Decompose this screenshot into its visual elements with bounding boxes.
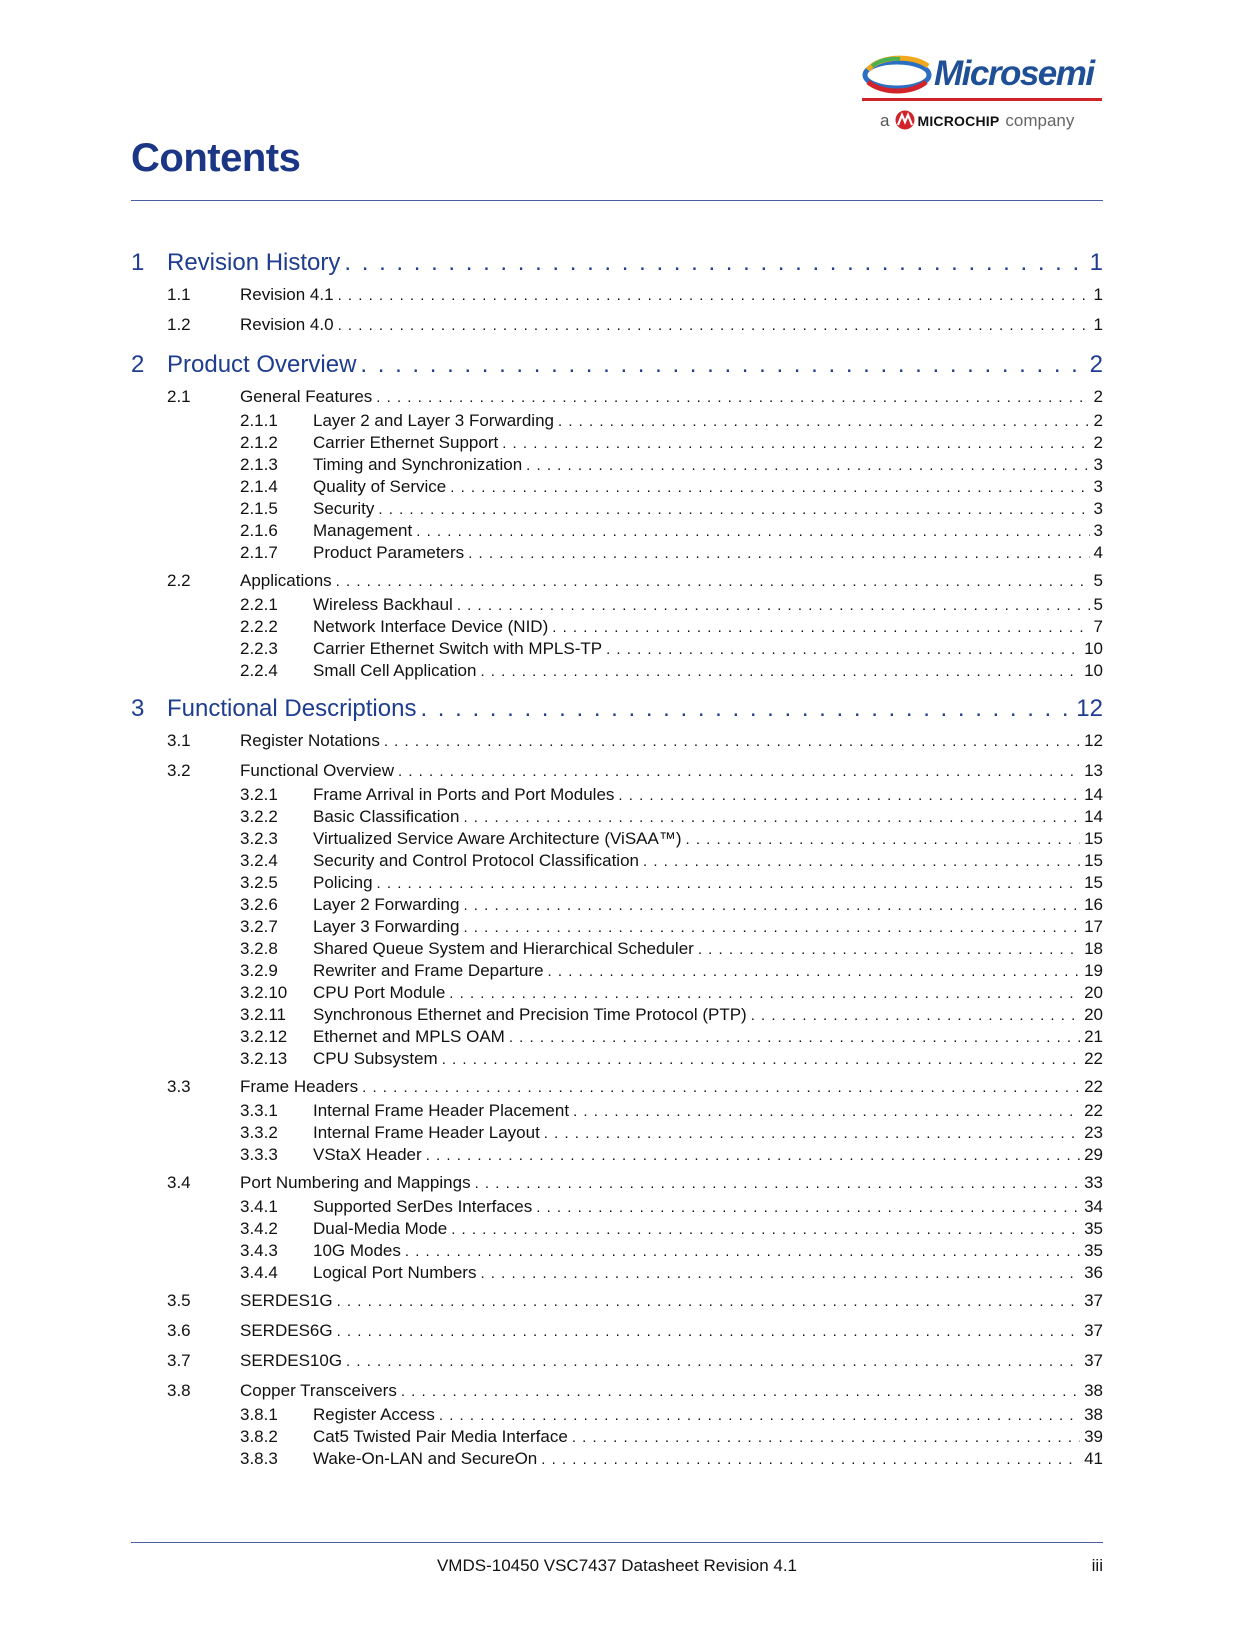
dot-leader — [558, 411, 1090, 433]
dot-leader — [442, 1049, 1080, 1071]
entry-title: Carrier Ethernet Support — [313, 433, 499, 452]
toc-subsection-entry[interactable] — [131, 476, 1103, 498]
entry-title: Layer 3 Forwarding — [313, 917, 460, 936]
entry-number: 2.1.6 — [240, 521, 278, 540]
entry-title: SERDES10G — [240, 1351, 343, 1370]
entry-page: 2 — [1093, 433, 1103, 452]
dot-leader — [686, 829, 1081, 851]
dot-leader — [384, 729, 1080, 755]
toc-subsection-entry[interactable] — [131, 594, 1103, 616]
entry-page: 15 — [1084, 851, 1103, 870]
entry-number: 3 — [131, 695, 145, 722]
entry-title: Layer 2 Forwarding — [313, 895, 460, 914]
toc-subsection-entry[interactable] — [131, 850, 1103, 872]
toc-section-entry[interactable] — [131, 1074, 1103, 1100]
entry-number: 3.2.11 — [240, 1005, 287, 1024]
entry-number: 3.2.10 — [240, 983, 288, 1002]
entry-number: 3.2.12 — [240, 1027, 288, 1046]
entry-number: 3.2.8 — [240, 939, 278, 958]
dot-leader — [552, 617, 1089, 639]
dot-leader — [526, 455, 1089, 477]
microsemi-logo — [858, 50, 1108, 136]
entry-number: 2.2 — [167, 571, 191, 590]
entry-page: 12 — [1084, 731, 1103, 750]
title-divider — [131, 200, 1103, 201]
toc-subsection-entry[interactable] — [131, 784, 1103, 806]
dot-leader — [502, 433, 1089, 455]
entry-title: Small Cell Application — [313, 661, 477, 680]
toc-section — [131, 1348, 1103, 1374]
dot-leader — [698, 939, 1080, 961]
toc-subsection-entry[interactable] — [131, 542, 1103, 564]
entry-number: 3.5 — [167, 1291, 191, 1310]
entry-page: 18 — [1084, 939, 1103, 958]
entry-page: 41 — [1084, 1449, 1103, 1468]
entry-number: 3.7 — [167, 1351, 191, 1370]
toc-section — [131, 1288, 1103, 1314]
entry-page: 16 — [1084, 895, 1103, 914]
entry-title: Internal Frame Header Placement — [313, 1101, 570, 1120]
toc-subsection-entry[interactable] — [131, 1026, 1103, 1048]
entry-page: 1 — [1089, 249, 1103, 276]
toc-section — [131, 1074, 1103, 1166]
entry-title: Logical Port Numbers — [313, 1263, 477, 1282]
entry-title: Ethernet and MPLS OAM — [313, 1027, 505, 1046]
entry-title: Port Numbering and Mappings — [240, 1173, 471, 1192]
entry-title: Dual-Media Mode — [313, 1219, 448, 1238]
entry-page: 36 — [1084, 1263, 1103, 1282]
entry-number: 2 — [131, 351, 145, 378]
dot-leader — [405, 1241, 1080, 1263]
dot-leader — [463, 895, 1080, 917]
entry-title: Security and Control Protocol Classification — [313, 851, 639, 870]
dot-leader — [376, 385, 1089, 411]
entry-title: Virtualized Service Aware Architecture (ViSAA™) — [313, 829, 682, 848]
entry-number: 2.2.3 — [240, 639, 278, 658]
dot-leader — [606, 639, 1080, 661]
entry-title: SERDES1G — [240, 1291, 333, 1310]
dot-leader — [336, 569, 1090, 595]
dot-leader — [541, 1449, 1080, 1471]
toc-subsection-entry[interactable] — [131, 806, 1103, 828]
entry-page: 12 — [1076, 695, 1103, 722]
entry-title: Synchronous Ethernet and Precision Time Protocol (PTP) — [313, 1005, 747, 1024]
entry-title: Frame Arrival in Ports and Port Modules — [313, 785, 615, 804]
entry-title: Revision History — [167, 249, 341, 276]
entry-page: 3 — [1093, 455, 1103, 474]
entry-title: Revision 4.0 — [240, 315, 334, 334]
dot-leader — [572, 1427, 1080, 1449]
toc-chapter-entry[interactable] — [131, 692, 1103, 726]
toc-subsection-entry[interactable] — [131, 1240, 1103, 1262]
entry-number: 2.2.2 — [240, 617, 278, 636]
entry-number: 2.1 — [167, 387, 191, 406]
entry-title: 10G Modes — [313, 1241, 401, 1260]
entry-page: 2 — [1093, 411, 1103, 430]
toc-subsection-entry[interactable] — [131, 410, 1103, 432]
toc-section — [131, 1170, 1103, 1284]
toc-subsection-entry[interactable] — [131, 916, 1103, 938]
entry-page: 20 — [1084, 983, 1103, 1002]
dot-leader — [337, 1319, 1080, 1345]
entry-number: 3.2.4 — [240, 851, 278, 870]
dot-leader — [346, 1349, 1080, 1375]
toc-section-entry[interactable] — [131, 1170, 1103, 1196]
entry-number: 3.8 — [167, 1381, 191, 1400]
dot-leader — [338, 283, 1090, 309]
toc-section-entry[interactable] — [131, 282, 1103, 308]
entry-title: Supported SerDes Interfaces — [313, 1197, 533, 1216]
entry-page: 37 — [1084, 1351, 1103, 1370]
entry-number: 3.2.9 — [240, 961, 278, 980]
entry-page: 29 — [1084, 1145, 1103, 1164]
entry-page: 2 — [1089, 351, 1103, 378]
entry-page: 3 — [1093, 477, 1103, 496]
entry-page: 17 — [1084, 917, 1103, 936]
entry-page: 37 — [1084, 1291, 1103, 1310]
entry-title: VStaX Header — [313, 1145, 422, 1164]
entry-page: 7 — [1093, 617, 1103, 636]
entry-title: Register Notations — [240, 731, 380, 750]
dot-leader — [338, 313, 1090, 339]
entry-page: 4 — [1093, 543, 1103, 562]
entry-title: Network Interface Device (NID) — [313, 617, 549, 636]
entry-page: 35 — [1084, 1219, 1103, 1238]
dot-leader — [377, 873, 1081, 895]
dot-leader — [449, 983, 1080, 1005]
entry-page: 13 — [1084, 761, 1103, 780]
entry-number: 3.2.5 — [240, 873, 278, 892]
toc-subsection-entry[interactable] — [131, 432, 1103, 454]
logo-rule — [862, 98, 1102, 101]
page-title: Contents — [131, 136, 301, 180]
toc-section — [131, 568, 1103, 682]
entry-number: 3.2.7 — [240, 917, 278, 936]
entry-number: 3.1 — [167, 731, 191, 750]
dot-leader — [480, 1263, 1080, 1285]
toc-subsection-entry[interactable] — [131, 982, 1103, 1004]
entry-number: 2.2.4 — [240, 661, 278, 680]
dot-leader — [468, 543, 1089, 565]
entry-title: Policing — [313, 873, 373, 892]
entry-page: 39 — [1084, 1427, 1103, 1446]
toc-section-entry[interactable] — [131, 1348, 1103, 1374]
logo-wordmark: Microsemi — [934, 54, 1094, 93]
entry-title: Security — [313, 499, 375, 518]
toc-section — [131, 312, 1103, 338]
entry-number: 3.3.2 — [240, 1123, 278, 1142]
entry-page: 23 — [1084, 1123, 1103, 1142]
entry-page: 34 — [1084, 1197, 1103, 1216]
entry-number: 3.2 — [167, 761, 191, 780]
entry-number: 3.4.4 — [240, 1263, 278, 1282]
entry-page: 38 — [1084, 1381, 1103, 1400]
entry-title: Internal Frame Header Layout — [313, 1123, 540, 1142]
toc-section-entry[interactable] — [131, 568, 1103, 594]
dot-leader — [548, 961, 1081, 983]
tagline-suffix: company — [1005, 111, 1075, 130]
entry-title: Wake-On-LAN and SecureOn — [313, 1449, 538, 1468]
entry-page: 3 — [1093, 521, 1103, 540]
microchip-icon — [895, 110, 915, 130]
entry-number: 2.1.4 — [240, 477, 278, 496]
toc-subsection-entry[interactable] — [131, 1004, 1103, 1026]
dot-leader — [426, 1145, 1080, 1167]
toc-section-entry[interactable] — [131, 1288, 1103, 1314]
entry-page: 22 — [1084, 1049, 1103, 1068]
toc-section — [131, 1378, 1103, 1470]
entry-title: Layer 2 and Layer 3 Forwarding — [313, 411, 554, 430]
toc-subsection-entry[interactable] — [131, 894, 1103, 916]
toc-section — [131, 282, 1103, 308]
entry-title: Basic Classification — [313, 807, 460, 826]
entry-number: 3.4.1 — [240, 1197, 278, 1216]
toc-subsection-entry[interactable] — [131, 1262, 1103, 1284]
entry-title: Cat5 Twisted Pair Media Interface — [313, 1427, 568, 1446]
entry-title: Product Overview — [167, 351, 357, 378]
dot-leader — [573, 1101, 1080, 1123]
entry-number: 2.1.1 — [240, 411, 278, 430]
toc-subsection-entry[interactable] — [131, 1218, 1103, 1240]
entry-number: 3.3.3 — [240, 1145, 278, 1164]
dot-leader — [439, 1405, 1080, 1427]
toc-subsection-entry[interactable] — [131, 660, 1103, 682]
toc-section — [131, 728, 1103, 754]
entry-title: Rewriter and Frame Departure — [313, 961, 544, 980]
dot-leader — [378, 499, 1089, 521]
entry-title: General Features — [240, 387, 373, 406]
entry-page: 1 — [1093, 315, 1103, 334]
entry-page: 14 — [1084, 785, 1103, 804]
dot-leader — [463, 807, 1080, 829]
footer-divider — [131, 1542, 1103, 1543]
entry-number: 2.1.2 — [240, 433, 278, 452]
entry-number: 3.4 — [167, 1173, 191, 1192]
footer-document-title: VMDS-10450 VSC7437 Datasheet Revision 4.1 — [436, 1556, 798, 1575]
toc-section — [131, 1318, 1103, 1344]
dot-leader — [401, 1379, 1080, 1405]
entry-page: 38 — [1084, 1405, 1103, 1424]
entry-number: 3.3 — [167, 1077, 191, 1096]
entry-title: CPU Port Module — [313, 983, 446, 1002]
entry-page: 5 — [1093, 595, 1103, 614]
entry-title: Applications — [240, 571, 332, 590]
toc-subsection-entry[interactable] — [131, 616, 1103, 638]
toc-section — [131, 758, 1103, 1070]
entry-title: Revision 4.1 — [240, 285, 334, 304]
dot-leader — [451, 1219, 1080, 1241]
dot-leader — [618, 785, 1080, 807]
dot-leader — [457, 595, 1090, 617]
dot-leader — [416, 521, 1089, 543]
entry-title: Wireless Backhaul — [313, 595, 453, 614]
toc-subsection-entry[interactable] — [131, 1448, 1103, 1470]
entry-page: 15 — [1084, 873, 1103, 892]
entry-number: 3.2.3 — [240, 829, 278, 848]
entry-title: Quality of Service — [313, 477, 447, 496]
toc-subsection-entry[interactable] — [131, 872, 1103, 894]
logo-tagline — [880, 110, 1090, 131]
entry-title: Carrier Ethernet Switch with MPLS-TP — [313, 639, 603, 658]
entry-number: 2.1.7 — [240, 543, 278, 562]
entry-title: Copper Transceivers — [240, 1381, 397, 1400]
entry-number: 3.2.1 — [240, 785, 278, 804]
entry-page: 33 — [1084, 1173, 1103, 1192]
entry-title: CPU Subsystem — [313, 1049, 438, 1068]
entry-page: 15 — [1084, 829, 1103, 848]
entry-number: 3.6 — [167, 1321, 191, 1340]
dot-leader — [420, 692, 1072, 726]
dot-leader — [450, 477, 1089, 499]
entry-title: Register Access — [313, 1405, 435, 1424]
toc-subsection-entry[interactable] — [131, 1196, 1103, 1218]
toc-chapter — [131, 348, 1103, 682]
toc-subsection-entry[interactable] — [131, 1144, 1103, 1166]
dot-leader — [480, 661, 1080, 683]
toc-subsection-entry[interactable] — [131, 520, 1103, 542]
entry-page: 10 — [1084, 639, 1103, 658]
entry-page: 37 — [1084, 1321, 1103, 1340]
dot-leader — [360, 348, 1085, 382]
entry-page: 10 — [1084, 661, 1103, 680]
toc-subsection-entry[interactable] — [131, 454, 1103, 476]
toc-section-entry[interactable] — [131, 384, 1103, 410]
toc-subsection-entry[interactable] — [131, 1100, 1103, 1122]
entry-page: 3 — [1093, 499, 1103, 518]
toc-subsection-entry[interactable] — [131, 828, 1103, 850]
toc-chapter-entry[interactable] — [131, 348, 1103, 382]
entry-page: 35 — [1084, 1241, 1103, 1260]
dot-leader — [751, 1005, 1080, 1027]
dot-leader — [398, 759, 1080, 785]
toc-subsection-entry[interactable] — [131, 1404, 1103, 1426]
table-of-contents — [131, 246, 1103, 1480]
entry-page: 20 — [1084, 1005, 1103, 1024]
entry-title: Product Parameters — [313, 543, 465, 562]
toc-section-entry[interactable] — [131, 728, 1103, 754]
entry-number: 3.2.2 — [240, 807, 278, 826]
toc-chapter — [131, 692, 1103, 1470]
dot-leader — [536, 1197, 1080, 1219]
entry-page: 22 — [1084, 1101, 1103, 1120]
entry-number: 2.2.1 — [240, 595, 278, 614]
entry-title: Timing and Synchronization — [313, 455, 523, 474]
dot-leader — [463, 917, 1080, 939]
toc-subsection-entry[interactable] — [131, 638, 1103, 660]
entry-page: 1 — [1093, 285, 1103, 304]
toc-section — [131, 384, 1103, 564]
entry-number: 3.4.3 — [240, 1241, 278, 1260]
entry-page: 21 — [1084, 1027, 1103, 1046]
dot-leader — [475, 1171, 1081, 1197]
entry-number: 2.1.3 — [240, 455, 278, 474]
entry-title: Shared Queue System and Hierarchical Scheduler — [313, 939, 694, 958]
entry-number: 3.2.13 — [240, 1049, 288, 1068]
tagline-brand: MICROCHIP — [917, 113, 1000, 129]
toc-chapter-entry[interactable] — [131, 246, 1103, 280]
entry-page: 5 — [1093, 571, 1103, 590]
toc-section-entry[interactable] — [131, 312, 1103, 338]
dot-leader — [362, 1075, 1080, 1101]
dot-leader — [544, 1123, 1080, 1145]
entry-title: Functional Overview — [240, 761, 395, 780]
toc-subsection-entry[interactable] — [131, 960, 1103, 982]
entry-number: 3.8.1 — [240, 1405, 278, 1424]
toc-subsection-entry[interactable] — [131, 1048, 1103, 1070]
toc-section-entry[interactable] — [131, 1378, 1103, 1404]
toc-subsection-entry[interactable] — [131, 498, 1103, 520]
toc-subsection-entry[interactable] — [131, 1426, 1103, 1448]
dot-leader — [337, 1289, 1080, 1315]
entry-number: 2.1.5 — [240, 499, 278, 518]
microsemi-swirl-icon — [860, 52, 934, 98]
entry-page: 14 — [1084, 807, 1103, 826]
dot-leader — [509, 1027, 1080, 1049]
toc-subsection-entry[interactable] — [131, 1122, 1103, 1144]
entry-number: 3.4.2 — [240, 1219, 278, 1238]
dot-leader — [643, 851, 1080, 873]
entry-title: Frame Headers — [240, 1077, 359, 1096]
toc-chapter — [131, 246, 1103, 338]
entry-title: Management — [313, 521, 413, 540]
entry-page: 22 — [1084, 1077, 1103, 1096]
toc-section-entry[interactable] — [131, 1318, 1103, 1344]
dot-leader — [344, 246, 1085, 280]
toc-section-entry[interactable] — [131, 758, 1103, 784]
tagline-prefix: a — [880, 111, 890, 130]
toc-subsection-entry[interactable] — [131, 938, 1103, 960]
entry-number: 3.8.2 — [240, 1427, 278, 1446]
footer-page-number: iii — [1091, 1556, 1103, 1575]
entry-title: Functional Descriptions — [167, 695, 417, 722]
entry-page: 19 — [1084, 961, 1103, 980]
entry-number: 1 — [131, 249, 145, 276]
entry-number: 1.2 — [167, 315, 191, 334]
entry-number: 3.2.6 — [240, 895, 278, 914]
entry-number: 3.8.3 — [240, 1449, 278, 1468]
entry-page: 2 — [1093, 387, 1103, 406]
entry-number: 3.3.1 — [240, 1101, 278, 1120]
entry-title: SERDES6G — [240, 1321, 333, 1340]
entry-number: 1.1 — [167, 285, 191, 304]
